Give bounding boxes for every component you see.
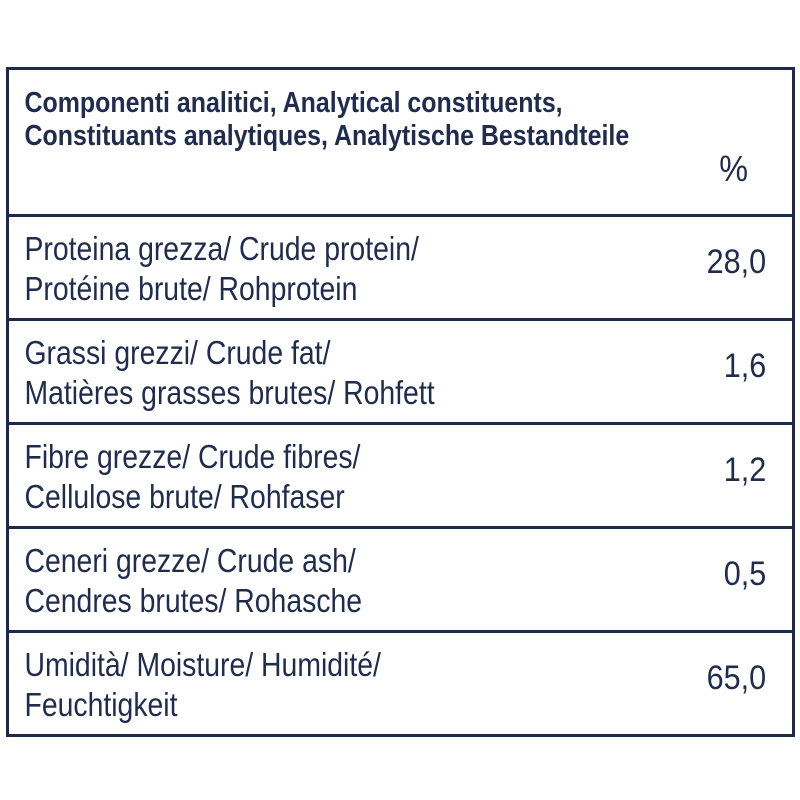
row-label-line: Ceneri grezze/ Crude ash/ [24, 542, 356, 579]
row-label [9, 217, 682, 318]
analytical-constituents-table [6, 67, 795, 737]
row-label [9, 425, 682, 526]
table-row [9, 633, 792, 734]
row-value: 28,0 [706, 243, 766, 281]
row-label [9, 633, 682, 734]
row-label-line: Protéine brute/ Rohprotein [24, 270, 358, 308]
row-label-line: Cellulose brute/ Rohfaser [24, 478, 345, 516]
table-row [9, 321, 792, 425]
row-label-line: Matières grasses brutes/ Rohfett [24, 374, 435, 412]
row-label-line: Proteina grezza/ Crude protein/ [24, 230, 419, 267]
row-label-line: Cendres brutes/ Rohasche [24, 582, 363, 620]
row-label-line: Umidità/ Moisture/ Humidité/ [24, 646, 381, 683]
row-value: 1,2 [723, 451, 766, 489]
row-label-line: Fibre grezze/ Crude fibres/ [24, 438, 361, 475]
row-value: 0,5 [723, 555, 766, 593]
table-row [9, 425, 792, 529]
row-label-line: Grassi grezzi/ Crude fat/ [24, 334, 331, 371]
header-label: Componenti analitici, Analytical constituents, Constituants analytiques, Analytische Bestandteile [24, 87, 630, 153]
table-header-row [9, 70, 792, 217]
row-value: 1,6 [723, 347, 766, 385]
table-row [9, 217, 792, 321]
header-unit: % [719, 148, 748, 189]
row-label-line: Feuchtigkeit [24, 686, 178, 724]
row-value: 65,0 [706, 659, 766, 697]
table-row [9, 529, 792, 633]
row-label [9, 321, 682, 422]
row-label [9, 529, 682, 630]
